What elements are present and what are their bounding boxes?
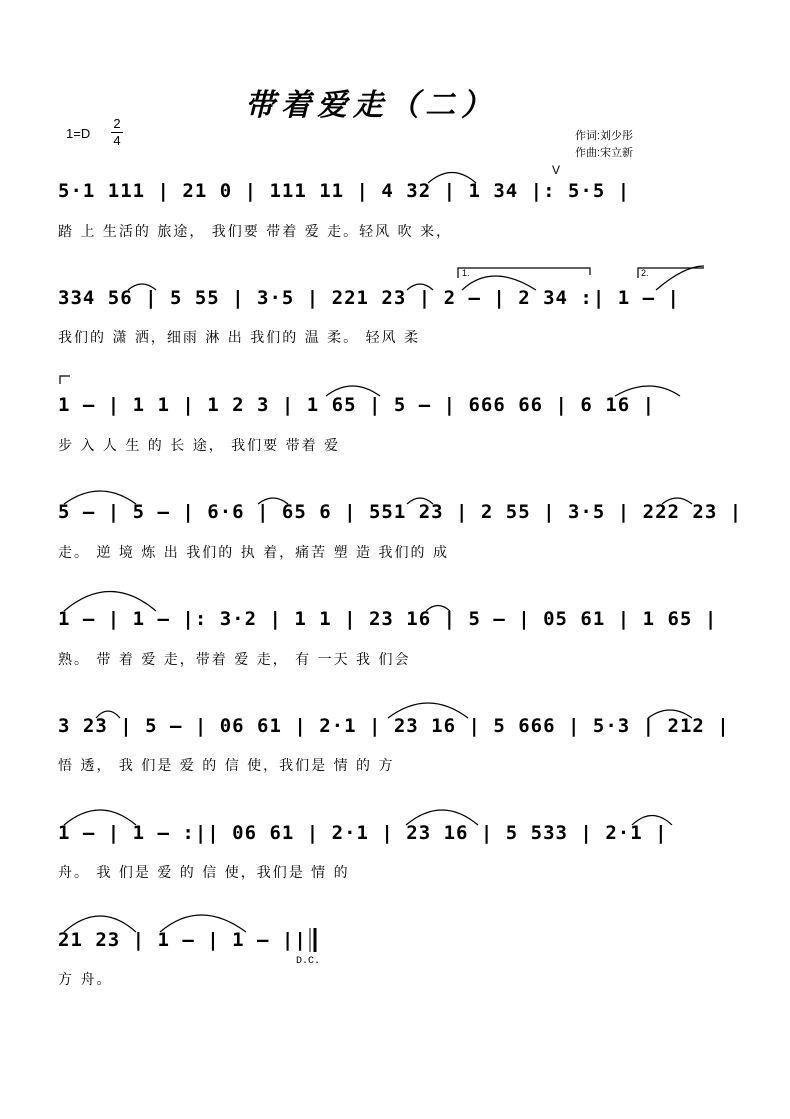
slur-mark — [632, 816, 672, 826]
slur-mark — [64, 916, 136, 932]
slur-mark — [656, 266, 704, 290]
volta-bracket — [60, 376, 70, 384]
slur-mark — [407, 498, 433, 504]
slur-mark — [407, 284, 433, 290]
time-signature-numerator: 2 — [113, 116, 121, 131]
lyrics-row-2: 我们的 潇 洒，细雨 淋 出 我们的 温 柔。 轻风 柔 — [58, 330, 421, 346]
lyrics-row-7: 舟。 我 们是 爱 的 信 使，我们是 情 的 — [58, 865, 350, 881]
slur-mark — [96, 711, 120, 718]
lyrics-row-8: 方 舟。 — [58, 972, 113, 988]
lyrics-row-5: 熟。 带 着 爱 走，带着 爱 走， 有 一天 我 们会 — [58, 652, 411, 668]
slur-mark — [64, 592, 156, 612]
notation-row-4: 5 – | 5 – | 6·6 | 65 6 | 551 23 | 2 55 | 3·5 | 222 23 | — [58, 501, 743, 523]
slur-mark — [258, 498, 288, 504]
volta-1-label: 1. — [462, 268, 470, 278]
volta-bracket — [458, 268, 590, 278]
notation-row-1: 5·1 111 | 21 0 | 111 11 | 4 32 | 1 34 |: 5·5 | — [58, 180, 631, 202]
key-signature: 1=D — [66, 126, 91, 141]
dc-mark: D.C. — [296, 956, 321, 967]
slur-mark — [462, 276, 536, 290]
breath-mark: V — [552, 163, 561, 177]
slur-mark — [160, 915, 246, 932]
volta-2-label: 2. — [641, 268, 649, 278]
notation-row-5: 1 – | 1 – |: 3·2 | 1 1 | 23 16 | 5 – | 05 61 | 1 65 | — [58, 608, 718, 630]
slur-mark — [648, 710, 692, 718]
slur-mark — [128, 284, 156, 290]
lyricist-credit: 作词:刘少彤 — [575, 130, 634, 142]
notation-row-7: 1 – | 1 – :|| 06 61 | 2·1 | 23 16 | 5 533 | 2·1 | — [58, 822, 668, 844]
slur-mark — [64, 491, 136, 504]
slur-mark — [428, 173, 476, 184]
lyrics-row-6: 悟 透， 我 们是 爱 的 信 使，我们是 情 的 方 — [58, 758, 395, 774]
volta-bracket — [638, 268, 704, 278]
slur-mark — [326, 386, 380, 396]
notation-row-2: 334 56 | 5 55 | 3·5 | 221 23 | 2 – | 2 34 :| 1 – | — [58, 287, 680, 309]
lyrics-row-4: 走。 逆 境 炼 出 我们的 执 着，痛苦 塑 造 我们的 成 — [58, 545, 449, 561]
notation-row-3: 1 – | 1 1 | 1 2 3 | 1 65 | 5 – | 666 66 | 6 16 | — [58, 394, 656, 416]
lyrics-row-3: 步 入 人 生 的 长 途， 我们要 带着 爱 — [58, 438, 341, 454]
slur-mark — [406, 810, 478, 825]
notation-row-6: 3 23 | 5 – | 06 61 | 2·1 | 23 16 | 5 666 | 5·3 | 212 | — [58, 715, 730, 737]
slur-mark — [615, 386, 680, 396]
composer-credit: 作曲:宋立新 — [575, 147, 634, 159]
notation-row-8: 21 23 | 1 – | 1 – || — [58, 929, 307, 951]
time-signature-denominator: 4 — [113, 133, 121, 148]
slur-mark — [388, 703, 468, 718]
lyrics-row-1: 踏 上 生活的 旅途， 我们要 带着 爱 走。轻风 吹 来， — [58, 224, 453, 240]
song-title: 带着爱走（二） — [245, 88, 497, 123]
slur-mark — [662, 498, 692, 504]
slur-mark — [426, 606, 450, 612]
slur-mark — [64, 810, 136, 825]
